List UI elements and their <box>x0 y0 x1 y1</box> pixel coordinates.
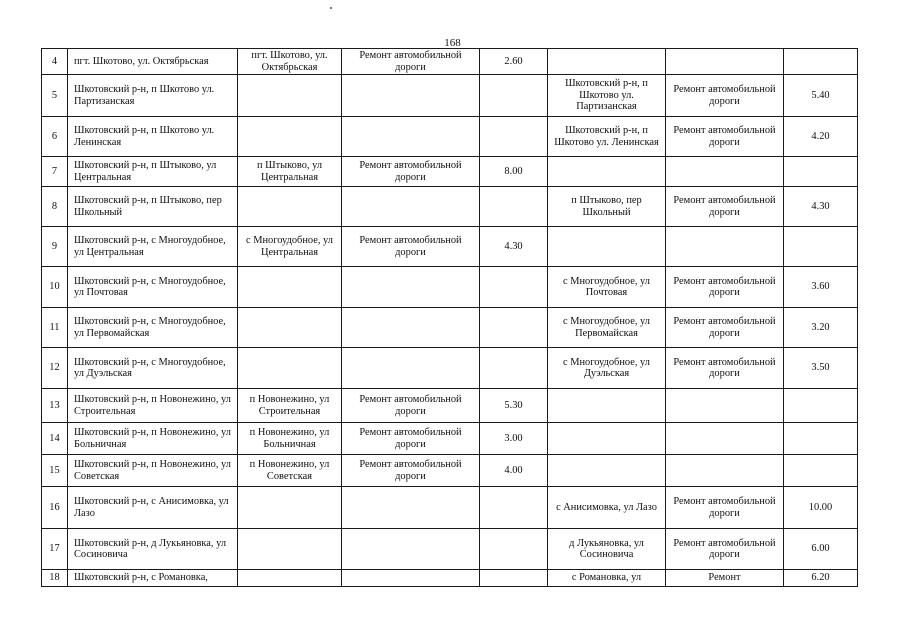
street-cell-a: с Многоудобное, ул Центральная <box>238 227 342 267</box>
table-row <box>42 570 858 587</box>
address-cell: Шкотовский р-н, с Анисимовка, ул Лазо <box>68 487 238 529</box>
address-cell: Шкотовский р-н, п Новонежино, ул Строительная <box>68 389 238 423</box>
work-type-cell-b: Ремонт автомобильной дороги <box>666 348 784 389</box>
row-number-cell: 14 <box>42 423 68 455</box>
street-cell-a <box>238 529 342 570</box>
length-cell-a: 8.00 <box>480 157 548 187</box>
length-cell-b: 6.20 <box>784 570 858 587</box>
street-cell-a <box>238 117 342 157</box>
table-row <box>42 389 858 423</box>
work-type-cell-b <box>666 49 784 75</box>
table-row <box>42 348 858 389</box>
scan-speck <box>330 7 332 9</box>
work-type-cell-a <box>342 308 480 348</box>
street-cell-a <box>238 487 342 529</box>
street-cell-a: п Новонежино, ул Строительная <box>238 389 342 423</box>
length-cell-b <box>784 389 858 423</box>
length-cell-a: 5.30 <box>480 389 548 423</box>
address-cell: Шкотовский р-н, с Многоудобное, ул Почтовая <box>68 267 238 308</box>
length-cell-b: 4.30 <box>784 187 858 227</box>
table-row <box>42 487 858 529</box>
table-body <box>42 49 858 587</box>
row-number-cell: 17 <box>42 529 68 570</box>
work-type-cell-a <box>342 117 480 157</box>
street-cell-a: п Новонежино, ул Больничная <box>238 423 342 455</box>
street-cell-b: с Анисимовка, ул Лазо <box>548 487 666 529</box>
work-type-cell-b: Ремонт автомобильной дороги <box>666 187 784 227</box>
street-cell-b: с Многоудобное, ул Почтовая <box>548 267 666 308</box>
length-cell-a <box>480 348 548 389</box>
work-type-cell-a: Ремонт автомобильной дороги <box>342 389 480 423</box>
address-cell: Шкотовский р-н, п Новонежино, ул Советская <box>68 455 238 487</box>
work-type-cell-b: Ремонт автомобильной дороги <box>666 487 784 529</box>
work-type-cell-b <box>666 455 784 487</box>
street-cell-a <box>238 570 342 587</box>
table-row <box>42 308 858 348</box>
street-cell-b <box>548 455 666 487</box>
table-row <box>42 75 858 117</box>
street-cell-b <box>548 227 666 267</box>
address-cell: Шкотовский р-н, п Штыково, пер Школьный <box>68 187 238 227</box>
address-cell: пгт. Шкотово, ул. Октябрьская <box>68 49 238 75</box>
street-cell-b: д Лукьяновка, ул Сосиновича <box>548 529 666 570</box>
street-cell-b: Шкотовский р-н, п Шкотово ул. Партизанская <box>548 75 666 117</box>
length-cell-a: 3.00 <box>480 423 548 455</box>
length-cell-b: 4.20 <box>784 117 858 157</box>
row-number-cell: 5 <box>42 75 68 117</box>
length-cell-a <box>480 75 548 117</box>
length-cell-a <box>480 187 548 227</box>
street-cell-b <box>548 389 666 423</box>
street-cell-b: Шкотовский р-н, п Шкотово ул. Ленинская <box>548 117 666 157</box>
length-cell-a <box>480 267 548 308</box>
work-type-cell-a: Ремонт автомобильной дороги <box>342 157 480 187</box>
row-number-cell: 7 <box>42 157 68 187</box>
address-cell: Шкотовский р-н, с Многоудобное, ул Дуэльская <box>68 348 238 389</box>
street-cell-a: пгт. Шкотово, ул. Октябрьская <box>238 49 342 75</box>
work-type-cell-a <box>342 348 480 389</box>
length-cell-a: 2.60 <box>480 49 548 75</box>
row-number-cell: 12 <box>42 348 68 389</box>
row-number-cell: 11 <box>42 308 68 348</box>
length-cell-b <box>784 455 858 487</box>
length-cell-a <box>480 570 548 587</box>
street-cell-a <box>238 348 342 389</box>
work-type-cell-a: Ремонт автомобильной дороги <box>342 455 480 487</box>
work-type-cell-b: Ремонт автомобильной дороги <box>666 267 784 308</box>
work-type-cell-b: Ремонт автомобильной дороги <box>666 75 784 117</box>
work-type-cell-b <box>666 157 784 187</box>
street-cell-a <box>238 308 342 348</box>
length-cell-b: 5.40 <box>784 75 858 117</box>
work-type-cell-a: Ремонт автомобильной дороги <box>342 49 480 75</box>
street-cell-a: п Штыково, ул Центральная <box>238 157 342 187</box>
table-row <box>42 267 858 308</box>
length-cell-b: 3.20 <box>784 308 858 348</box>
row-number-cell: 16 <box>42 487 68 529</box>
table-row <box>42 117 858 157</box>
work-type-cell-b <box>666 423 784 455</box>
address-cell: Шкотовский р-н, п Шкотово ул. Партизанская <box>68 75 238 117</box>
street-cell-a <box>238 75 342 117</box>
street-cell-a <box>238 267 342 308</box>
street-cell-b: с Многоудобное, ул Дуэльская <box>548 348 666 389</box>
street-cell-b: п Штыково, пер Школьный <box>548 187 666 227</box>
address-cell: Шкотовский р-н, с Многоудобное, ул Первомайская <box>68 308 238 348</box>
length-cell-b <box>784 157 858 187</box>
table-row <box>42 49 858 75</box>
row-number-cell: 18 <box>42 570 68 587</box>
street-cell-b <box>548 49 666 75</box>
street-cell-a <box>238 187 342 227</box>
table-row <box>42 423 858 455</box>
address-cell: Шкотовский р-н, с Романовка, <box>68 570 238 587</box>
work-type-cell-a <box>342 267 480 308</box>
length-cell-a: 4.30 <box>480 227 548 267</box>
table-row <box>42 157 858 187</box>
street-cell-b <box>548 157 666 187</box>
length-cell-b <box>784 423 858 455</box>
work-type-cell-b: Ремонт автомобильной дороги <box>666 308 784 348</box>
length-cell-a <box>480 308 548 348</box>
work-type-cell-b: Ремонт <box>666 570 784 587</box>
address-cell: Шкотовский р-н, п Новонежино, ул Больничная <box>68 423 238 455</box>
length-cell-b <box>784 227 858 267</box>
length-cell-b: 6.00 <box>784 529 858 570</box>
length-cell-a: 4.00 <box>480 455 548 487</box>
table-row <box>42 187 858 227</box>
row-number-cell: 4 <box>42 49 68 75</box>
work-type-cell-a <box>342 187 480 227</box>
street-cell-a: п Новонежино, ул Советская <box>238 455 342 487</box>
table-row <box>42 529 858 570</box>
street-cell-b <box>548 423 666 455</box>
table-row <box>42 455 858 487</box>
work-type-cell-b: Ремонт автомобильной дороги <box>666 117 784 157</box>
length-cell-a <box>480 487 548 529</box>
row-number-cell: 9 <box>42 227 68 267</box>
row-number-cell: 10 <box>42 267 68 308</box>
length-cell-a <box>480 529 548 570</box>
row-number-cell: 15 <box>42 455 68 487</box>
work-type-cell-a <box>342 529 480 570</box>
work-type-cell-a <box>342 487 480 529</box>
street-cell-b: с Романовка, ул <box>548 570 666 587</box>
work-type-cell-a: Ремонт автомобильной дороги <box>342 423 480 455</box>
row-number-cell: 8 <box>42 187 68 227</box>
street-cell-b: с Многоудобное, ул Первомайская <box>548 308 666 348</box>
length-cell-b: 3.60 <box>784 267 858 308</box>
work-type-cell-a: Ремонт автомобильной дороги <box>342 227 480 267</box>
address-cell: Шкотовский р-н, д Лукьяновка, ул Сосиновича <box>68 529 238 570</box>
work-type-cell-a <box>342 75 480 117</box>
work-type-cell-b: Ремонт автомобильной дороги <box>666 529 784 570</box>
page-number: 168 <box>444 37 461 49</box>
work-type-cell-b <box>666 389 784 423</box>
address-cell: Шкотовский р-н, п Шкотово ул. Ленинская <box>68 117 238 157</box>
road-repair-table <box>41 48 858 587</box>
length-cell-a <box>480 117 548 157</box>
table-row <box>42 227 858 267</box>
work-type-cell-b <box>666 227 784 267</box>
row-number-cell: 6 <box>42 117 68 157</box>
length-cell-b: 10.00 <box>784 487 858 529</box>
address-cell: Шкотовский р-н, п Штыково, ул Центральная <box>68 157 238 187</box>
address-cell: Шкотовский р-н, с Многоудобное, ул Центральная <box>68 227 238 267</box>
length-cell-b: 3.50 <box>784 348 858 389</box>
row-number-cell: 13 <box>42 389 68 423</box>
work-type-cell-a <box>342 570 480 587</box>
length-cell-b <box>784 49 858 75</box>
